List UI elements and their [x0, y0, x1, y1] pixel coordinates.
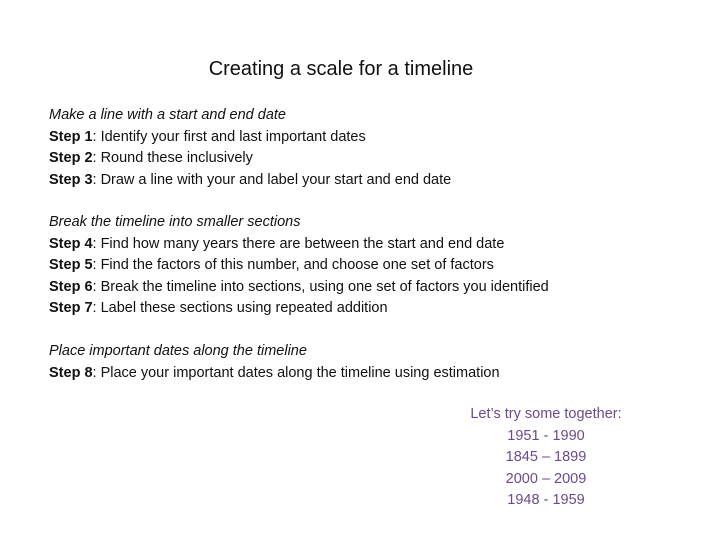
step-7	[49, 298, 689, 320]
practice-range: 1948 - 1959	[507, 492, 585, 508]
step-label: Step 1	[49, 128, 93, 145]
section-intro: Place important dates along the timeline	[49, 343, 307, 359]
step-3	[49, 170, 689, 192]
practice-range: 2000 – 2009	[505, 470, 587, 487]
step-2	[49, 148, 689, 170]
practice-box	[440, 404, 652, 512]
step-label: Step 7	[49, 300, 93, 316]
practice-heading: Let’s try some together:	[470, 406, 622, 422]
step-text: : Place your important dates along the timeline using estimation	[92, 364, 500, 381]
section-place-dates	[49, 341, 689, 384]
step-label: Step 2	[49, 150, 93, 166]
step-text: : Break the timeline into sections, using one set of factors you identified	[92, 278, 549, 295]
step-text: : Find how many years there are between the start and end date	[92, 235, 505, 252]
step-4	[49, 234, 689, 256]
slide-title: Creating a scale for a timeline	[208, 58, 474, 80]
section-make-line	[49, 105, 689, 191]
practice-range: 1951 - 1990	[507, 427, 585, 444]
section-break-timeline	[49, 212, 689, 320]
practice-range: 1845 – 1899	[505, 449, 587, 465]
section-intro: Break the timeline into smaller sections	[49, 214, 301, 230]
step-label: Step 8	[49, 364, 93, 381]
step-label: Step 4	[49, 235, 93, 252]
step-8	[49, 363, 689, 385]
step-text: : Identify your first and last important dates	[92, 128, 366, 145]
step-text: : Find the factors of this number, and choose one set of factors	[92, 257, 494, 273]
step-1	[49, 127, 689, 149]
step-text: : Draw a line with your and label your start and end date	[92, 171, 452, 188]
section-intro: Make a line with a start and end date	[49, 107, 286, 123]
step-6	[49, 277, 689, 299]
step-text: : Round these inclusively	[92, 150, 253, 166]
step-label: Step 5	[49, 257, 93, 273]
step-label: Step 3	[49, 171, 93, 188]
step-text: : Label these sections using repeated addition	[92, 300, 388, 316]
step-5	[49, 255, 689, 277]
step-label: Step 6	[49, 278, 93, 295]
